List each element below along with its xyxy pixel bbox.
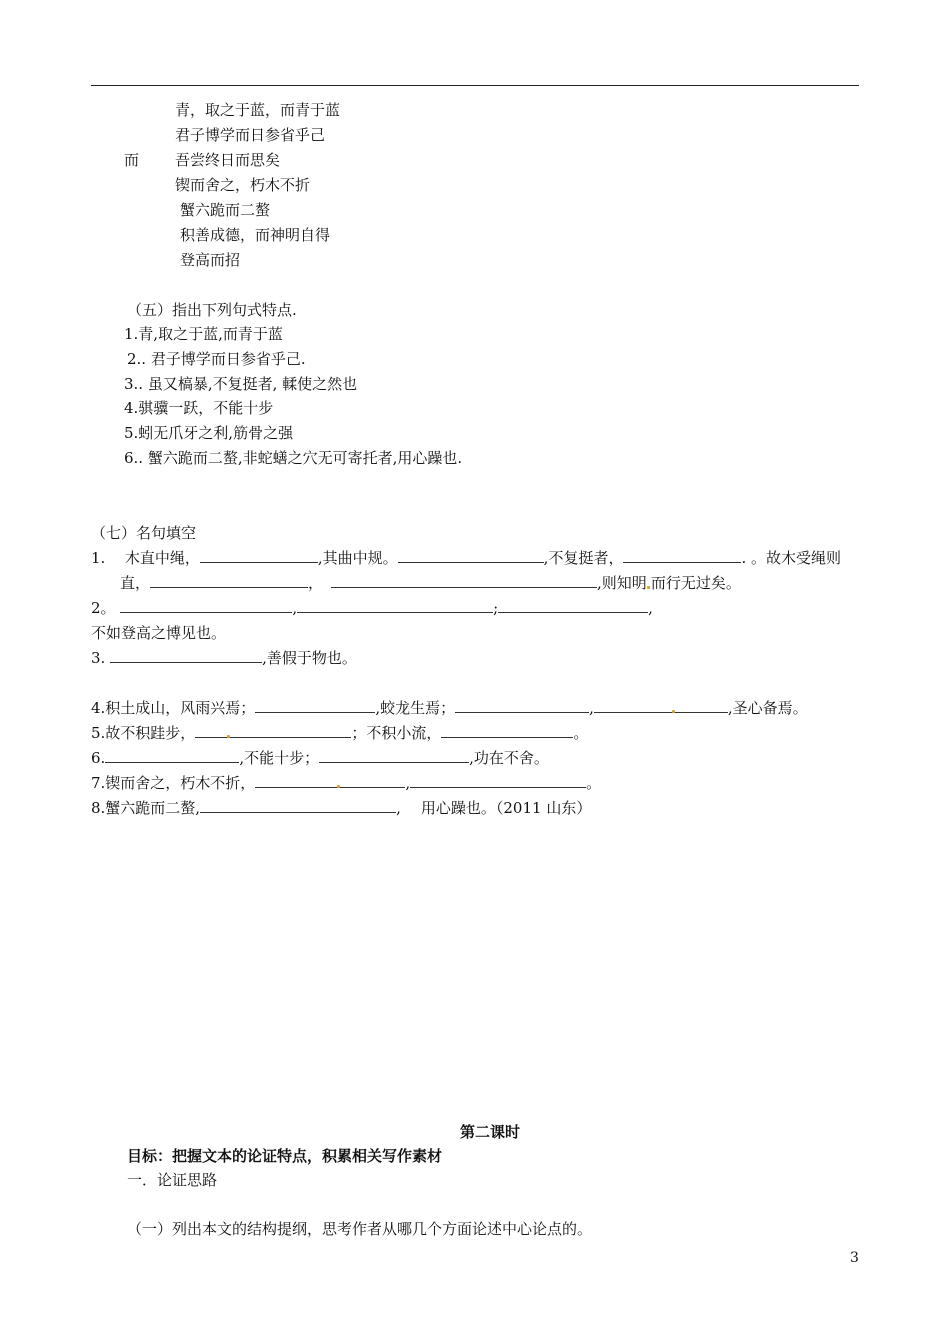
- section5-item-2: 2.. 君子博学而日参省乎己.: [127, 350, 306, 368]
- er-item-6: 积善成德，而神明自得: [180, 226, 331, 244]
- er-label: 而: [124, 151, 140, 169]
- section5-item-6: 6.. 蟹六跪而二螯,非蛇蟮之穴无可寄托者,用心躁也.: [124, 449, 463, 467]
- question-2-line-1: 2。 , ; ,: [91, 599, 653, 617]
- answer-blank[interactable]: [150, 573, 308, 588]
- answer-blank[interactable]: [200, 798, 396, 813]
- answer-blank[interactable]: [498, 598, 648, 613]
- emphasis-dot: [337, 785, 340, 788]
- answer-blank[interactable]: [623, 548, 741, 563]
- answer-blank[interactable]: [110, 648, 262, 663]
- question-4: 4.积土成山，风雨兴焉； ,蛟龙生焉； , ,圣心备焉。: [91, 699, 808, 717]
- header-rule: [91, 85, 859, 86]
- er-item-1: 青，取之于蓝，而青于蓝: [175, 101, 341, 119]
- page-number: 3: [850, 1250, 859, 1266]
- question-3: 3. ,善假于物也。: [91, 649, 357, 667]
- lesson-heading: 第二课时: [460, 1123, 521, 1141]
- section5-item-5: 5.蚓无爪牙之利,筋骨之强: [124, 424, 294, 442]
- question-1-line-2: 直， ， ,则知明 而行无过矣。: [120, 574, 741, 592]
- sub-heading: （一）列出本文的结构提纲，思考作者从哪几个方面论述中心论点的。: [127, 1220, 593, 1238]
- answer-blank[interactable]: [120, 598, 292, 613]
- question-7: 7.锲而舍之，朽木不折， , 。: [91, 774, 602, 792]
- answer-blank[interactable]: [200, 548, 318, 563]
- er-item-2: 君子博学而日参省乎己: [175, 126, 326, 144]
- emphasis-dot: [647, 586, 650, 589]
- section5-item-3: 3.. 虽又槁暴,不复挺者, 輮使之然也: [124, 375, 358, 393]
- answer-blank[interactable]: [398, 548, 544, 563]
- er-item-5: 蟹六跪而二螯: [180, 201, 271, 219]
- answer-blank[interactable]: [255, 773, 405, 788]
- question-5: 5.故不积跬步， ；不积小流， 。: [91, 724, 589, 742]
- section5-item-1: 1.青,取之于蓝,而青于蓝: [124, 325, 283, 343]
- answer-blank[interactable]: [331, 573, 597, 588]
- answer-blank[interactable]: [297, 598, 493, 613]
- section5-title: （五）指出下列句式特点.: [127, 301, 297, 319]
- answer-blank[interactable]: [455, 698, 589, 713]
- section5-item-4: 4.骐骥一跃，不能十步: [124, 399, 274, 417]
- er-item-7: 登高而招: [180, 251, 241, 269]
- answer-blank[interactable]: [319, 748, 469, 763]
- answer-blank[interactable]: [594, 698, 728, 713]
- er-item-3: 吾尝终日而思矣: [175, 151, 281, 169]
- answer-blank[interactable]: [441, 723, 573, 738]
- emphasis-dot: [227, 735, 230, 738]
- answer-blank[interactable]: [195, 723, 351, 738]
- question-2-line-2: 不如登高之博见也。: [91, 624, 227, 642]
- part-heading: 一．论证思路: [127, 1171, 218, 1189]
- er-item-4: 锲而舍之，朽木不折: [175, 176, 311, 194]
- question-number: 1.: [91, 549, 106, 567]
- section7-title: （七）名句填空: [91, 524, 197, 542]
- question-6: 6. ,不能十步； ,功在不舍。: [91, 749, 549, 767]
- question-1-line-1: 1. 木直中绳， ,其曲中规。 ,不复挺者， . 。故木受绳则: [91, 549, 841, 567]
- answer-blank[interactable]: [255, 698, 375, 713]
- emphasis-dot: [672, 710, 675, 713]
- question-8: 8.蟹六跪而二螯, , 用心躁也。（2011 山东）: [91, 799, 592, 817]
- answer-blank[interactable]: [105, 748, 239, 763]
- answer-blank[interactable]: [410, 773, 586, 788]
- lesson-goal: 目标：把握文本的论证特点，积累相关写作素材: [127, 1147, 443, 1165]
